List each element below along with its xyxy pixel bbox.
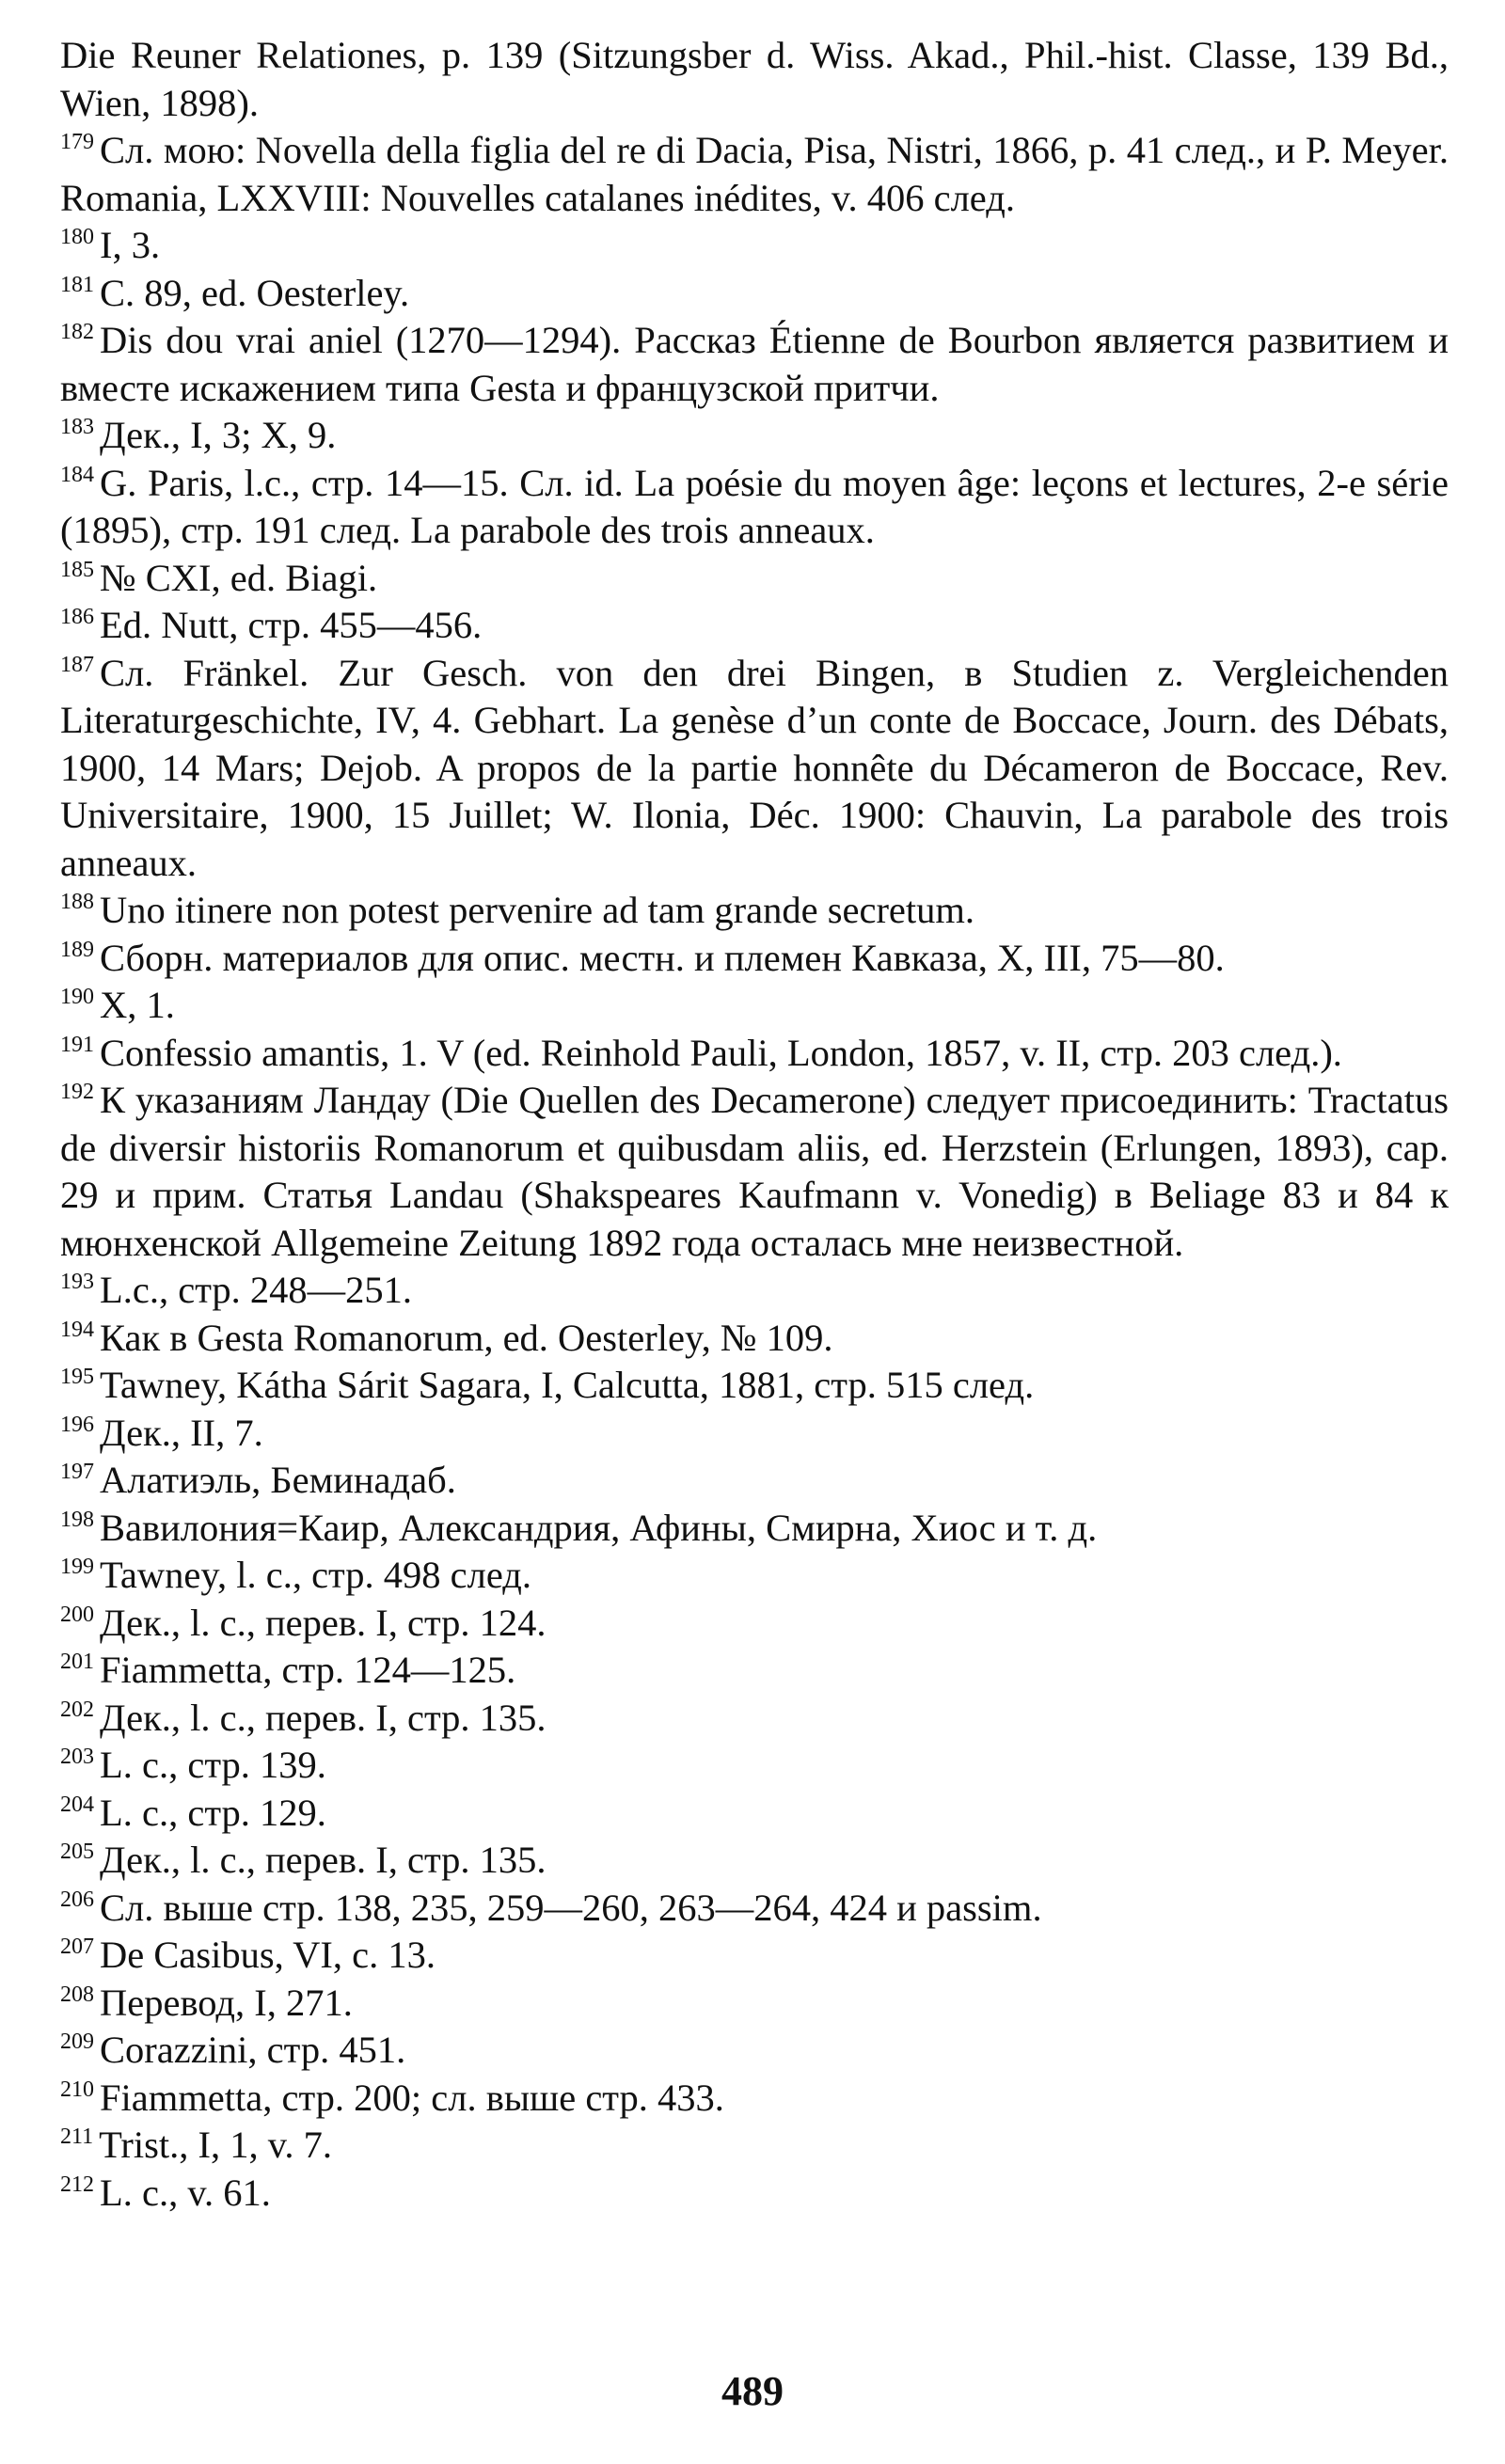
footnote-entry [60, 982, 1449, 1030]
footnote-text: C. 89, ed. Oesterley. [100, 271, 410, 314]
footnote-text: К указаниям Ландау (Die Quellen des Decamerone) следует присоединить: Tractatus de diversir historiis Romanorum et quibusdam aliis, ed. Herzstein (Erlungen, 1893), cap. 29 и прим. Статья Landau (Shakspeares Kaufmann v. Vonedig) в Beliage 83 и 84 к мюнхенской Allgemeine Zeitung 1892 года осталась мне неизвестной. [60, 1079, 1449, 1264]
footnote-entry [60, 1742, 1449, 1790]
footnote-number: 198 [60, 1507, 94, 1532]
footnote-text: Дек., l. c., перев. I, стр. 135. [100, 1839, 547, 1881]
footnote-entry [60, 1315, 1449, 1363]
page-number: 489 [721, 2368, 784, 2414]
footnote-entry [60, 935, 1449, 983]
footnote-text: Uno itinere non potest pervenire ad tam grande secretum. [100, 889, 975, 931]
footnote-number: 197 [60, 1460, 94, 1485]
footnote-entry [60, 2075, 1449, 2123]
footnote-entry [60, 460, 1449, 555]
footnote-number: 200 [60, 1602, 94, 1627]
footnote-entry [60, 1030, 1449, 1078]
footnote-number: 202 [60, 1697, 94, 1722]
footnote-text: X, 1. [100, 984, 175, 1026]
footnote-number: 189 [60, 937, 94, 962]
footnote-entry [60, 2027, 1449, 2075]
footnote-text: Corazzini, стр. 451. [100, 2029, 406, 2071]
footnote-number: 208 [60, 1982, 94, 2007]
footnote-number: 182 [60, 320, 94, 345]
footnote-entry [60, 1980, 1449, 2028]
footnote-text: L.c., стр. 248—251. [100, 1269, 413, 1311]
footnote-text: Tawney, l. c., стр. 498 след. [100, 1554, 531, 1596]
footnote-text: Die Reuner Relationes, p. 139 (Sitzungsber d. Wiss. Akad., Phil.-hist. Classe, 139 Bd., Wien, 1898). [60, 34, 1449, 124]
footnote-entry [60, 650, 1449, 888]
footnote-entry [60, 1932, 1449, 1980]
footnote-entry [60, 1647, 1449, 1695]
footnote-text: Дек., l. c., перев. I, стр. 124. [100, 1601, 547, 1644]
footnote-entry [60, 32, 1449, 127]
footnote-number: 206 [60, 1887, 94, 1912]
footnote-number: 209 [60, 2030, 94, 2055]
footnote-entry [60, 1885, 1449, 1933]
footnote-text: Вавилония=Каир, Александрия, Афины, Смирна, Хиос и т. д. [100, 1506, 1098, 1549]
footnote-number: 205 [60, 1840, 94, 1865]
footnote-text: Ed. Nutt, стр. 455—456. [100, 604, 483, 646]
footnote-number: 211 [60, 2124, 94, 2150]
footnotes-list [60, 32, 1449, 2217]
footnote-number: 192 [60, 1080, 94, 1105]
footnote-text: Сл. мою: Novella della figlia del re di Dacia, Pisa, Nistri, 1866, p. 41 след., и P. Meyer. Romania, LXXVIII: Nouvelles catalanes inédites, v. 406 след. [60, 129, 1449, 219]
footnote-number: 195 [60, 1365, 94, 1390]
footnote-number: 184 [60, 462, 94, 487]
footnote-entry [60, 1600, 1449, 1648]
footnote-entry [60, 887, 1449, 935]
footnote-number: 183 [60, 415, 94, 440]
footnote-number: 187 [60, 652, 94, 677]
footnote-number: 210 [60, 2077, 94, 2102]
footnote-entry [60, 1362, 1449, 1410]
footnote-text: Tawney, Kátha Sárit Sagara, I, Calcutta, 1881, стр. 515 след. [100, 1364, 1035, 1406]
footnote-entry [60, 1077, 1449, 1267]
footnote-number: 191 [60, 1032, 94, 1057]
footnote-number: 179 [60, 130, 94, 155]
footnote-number: 199 [60, 1555, 94, 1580]
footnote-text: I, 3. [100, 224, 161, 266]
footnote-entry [60, 555, 1449, 603]
footnote-number: 180 [60, 225, 94, 250]
footnote-text: Confessio amantis, 1. V (ed. Reinhold Pauli, London, 1857, v. II, стр. 203 след.). [100, 1031, 1342, 1074]
footnote-number: 204 [60, 1792, 94, 1817]
footnote-entry [60, 1552, 1449, 1600]
footnote-number: 181 [60, 272, 94, 297]
footnote-number: 186 [60, 605, 94, 630]
footnote-number: 207 [60, 1935, 94, 1960]
footnote-entry [60, 1505, 1449, 1553]
footnote-number: 212 [60, 2172, 94, 2197]
footnote-number: 193 [60, 1270, 94, 1295]
footnote-text: Сл. выше стр. 138, 235, 259—260, 263—264, 424 и passim. [100, 1886, 1042, 1929]
footnote-number: 201 [60, 1650, 94, 1675]
footnote-entry [60, 1790, 1449, 1838]
footnote-text: Алатиэль, Беминадаб. [100, 1459, 456, 1501]
footnote-number: 194 [60, 1317, 94, 1342]
footnote-number: 185 [60, 557, 94, 582]
footnote-entry [60, 1457, 1449, 1505]
footnote-text: Сл. Fränkel. Zur Gesch. von den drei Bingen, в Studien z. Vergleichenden Literaturgeschichte, IV, 4. Gebhart. La genèse d’un conte de Boccace, Journ. des Débats, 1900, 14 Mars; Dejob. A propos de la partie honnête du Décameron de Boccace, Rev. Universitaire, 1900, 15 Juillet; W. Ilonia, Déc. 1900: Chauvin, La parabole des trois anneaux. [60, 651, 1449, 884]
footnote-text: Дек., I, 3; X, 9. [100, 414, 337, 456]
footnote-entry [60, 270, 1449, 318]
footnote-text: L. c., стр. 129. [100, 1791, 326, 1834]
footnote-entry [60, 2122, 1449, 2170]
footnote-text: De Casibus, VI, c. 13. [100, 1934, 436, 1976]
footnote-number: 203 [60, 1745, 94, 1770]
footnote-text: Dis dou vrai aniel (1270—1294). Рассказ Étienne de Bourbon является развитием и вместе искажением типа Gesta и французской притчи. [60, 319, 1449, 409]
footnote-text: L. c., v. 61. [100, 2171, 271, 2214]
footnote-entry [60, 1837, 1449, 1885]
footnote-text: Fiammetta, стр. 200; сл. выше стр. 433. [100, 2076, 724, 2119]
footnote-number: 190 [60, 985, 94, 1010]
footnote-text: Как в Gesta Romanorum, ed. Oesterley, № 109. [100, 1316, 833, 1359]
footnote-entry [60, 1695, 1449, 1743]
footnote-entry [60, 317, 1449, 412]
footnote-entry [60, 1410, 1449, 1458]
footnote-text: № CXI, ed. Biagi. [100, 556, 378, 599]
footnote-entry [60, 412, 1449, 460]
footnote-entry [60, 602, 1449, 650]
footnote-entry [60, 127, 1449, 222]
footnote-text: Fiammetta, стр. 124—125. [100, 1649, 516, 1691]
footnote-number: 188 [60, 890, 94, 915]
footnote-text: L. c., стр. 139. [100, 1744, 326, 1786]
footnote-entry [60, 1267, 1449, 1315]
footnote-text: Сборн. материалов для опис. местн. и племен Кавказа, X, III, 75—80. [100, 936, 1225, 979]
footnote-text: Trist., I, 1, v. 7. [99, 2124, 333, 2166]
footnote-text: Дек., II, 7. [100, 1411, 263, 1454]
footnote-entry [60, 222, 1449, 270]
footnote-number: 196 [60, 1412, 94, 1437]
footnote-text: Перевод, I, 271. [100, 1981, 353, 2024]
footnote-entry [60, 2170, 1449, 2218]
footnote-text: Дек., l. c., перев. I, стр. 135. [100, 1696, 547, 1739]
footnote-text: G. Paris, l.c., стр. 14—15. Сл. id. La poésie du moyen âge: leçons et lectures, 2-e série (1895), стр. 191 след. La parabole des trois anneaux. [60, 461, 1449, 551]
